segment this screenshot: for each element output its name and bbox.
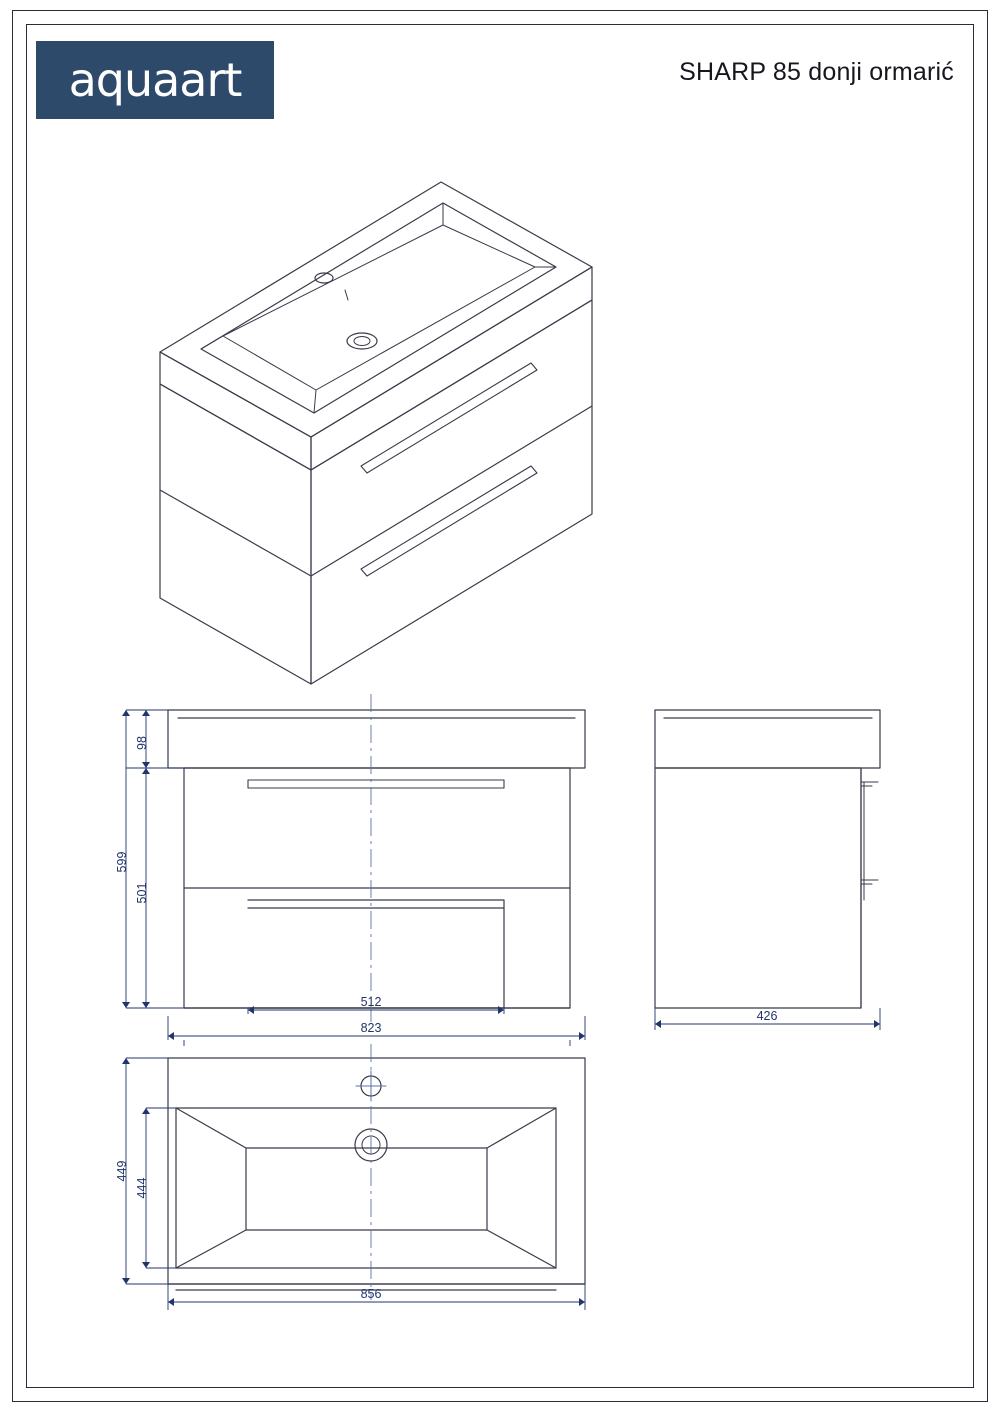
dim-overall-height: 599: [115, 851, 129, 873]
top-view: [168, 1058, 585, 1290]
dim-drawer-width: 512: [360, 995, 382, 1009]
brand-logo: aquaart: [68, 53, 242, 107]
dim-top-width: 856: [360, 1287, 382, 1301]
dimension-labels: [115, 736, 777, 1301]
dim-top-overall-depth: 449: [115, 1160, 129, 1182]
dim-basin-height: 98: [135, 736, 149, 750]
dim-depth: 426: [756, 1009, 778, 1023]
side-view: [655, 710, 880, 1008]
front-view: [168, 710, 585, 1008]
dim-cabinet-width: 823: [360, 1021, 382, 1035]
page-title: SHARP 85 donji ormarić: [679, 58, 954, 86]
dim-top-inner-depth: 444: [135, 1177, 149, 1199]
dim-cabinet-height: 501: [135, 882, 149, 904]
isometric-view: [160, 182, 592, 684]
